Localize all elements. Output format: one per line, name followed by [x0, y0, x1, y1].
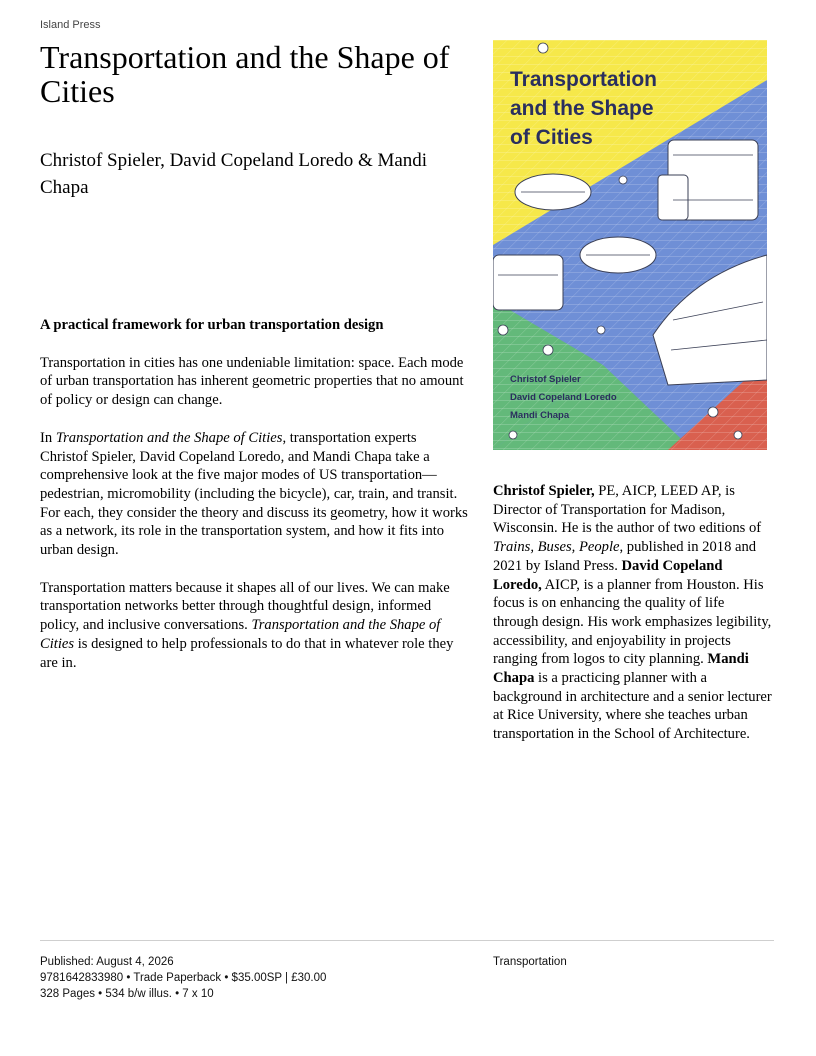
cover-title-line: and the Shape	[510, 97, 654, 120]
text-run: is a practicing planner with a background in architecture and a senior lecturer at Rice University, where she teaches urban transportation in the School of Architecture.	[493, 670, 772, 743]
text-run: In	[40, 429, 56, 446]
cover-author-line: Christof Spieler	[510, 374, 581, 385]
book-title-italic: Transportation and the Shape of Cities	[40, 617, 441, 652]
cover-title-line: Transportation	[510, 68, 658, 91]
book-cover-image	[493, 40, 767, 450]
book-title-italic: Transportation and the Shape of Cities	[55, 429, 283, 446]
text-run: is designed to help professionals to do that in whatever role they are in.	[40, 635, 454, 671]
author-name: David Copeland Loredo,	[493, 557, 723, 593]
bus-illustration	[493, 255, 563, 310]
publisher-name: Island Press	[40, 19, 101, 31]
pedestrian-figure	[538, 43, 548, 53]
author-name: Christof Spieler,	[493, 483, 595, 499]
text-run: PE, AICP, LEED AP, is Director of Transportation for Madison, Wisconsin. He is the author of two editions of	[493, 483, 762, 537]
text-run: , transportation experts Christof Spieler, David Copeland Loredo, and Mandi Chapa take a comprehensive look at the five major modes of US transportation—pedestrian, micromobility (including the bicycle), car, train, and transit. For each, they consider the theory and discuss its geometry, how it works as a network, its role in the transportation system, and how it fits into urban design.	[40, 429, 468, 559]
isbn-format-price: 9781642833980 • Trade Paperback • $35.00SP | £30.00	[40, 972, 327, 984]
book-title-italic: Trains, Buses, People	[493, 539, 620, 556]
description-paragraph-3	[40, 579, 468, 673]
text-run: Transportation matters because it shapes all of our lives. We can make transportation networks better through thoughtful design, informed policy, and inclusive conversations.	[40, 579, 450, 634]
footer-divider	[40, 940, 774, 941]
subject-category: Transportation	[493, 956, 567, 968]
publication-date: Published: August 4, 2026	[40, 956, 174, 968]
author-name: Mandi Chapa	[493, 651, 749, 687]
cover-author-line: Mandi Chapa	[510, 410, 570, 421]
book-title: Transportation and the Shape of Cities	[40, 39, 450, 109]
description-column	[40, 316, 468, 691]
tagline: A practical framework for urban transportation design	[40, 317, 384, 333]
cover-author-line: David Copeland Loredo	[510, 392, 617, 403]
publication-details	[40, 954, 326, 1002]
description-paragraph-1: Transportation in cities has one undeniable limitation: space. Each mode of urban transportation has inherent geometric properties that no amount of policy or design can change.	[40, 354, 464, 409]
text-run: AICP, is a planner from Houston. His focus is on enhancing the quality of life through design. His work emphasizes legibility, accessibility, and enjoyability in projects ranging from logos to city planning.	[493, 576, 772, 668]
description-paragraph-2	[40, 429, 468, 560]
cover-title-line: of Cities	[510, 126, 593, 149]
text-run: , published in 2018 and 2021 by Island Press.	[493, 539, 757, 574]
author-bios	[493, 482, 773, 744]
book-authors: Christof Spieler, David Copeland Loredo & Mandi Chapa	[40, 150, 428, 198]
page-count: 328 Pages • 534 b/w illus. • 7 x 10	[40, 988, 214, 1000]
